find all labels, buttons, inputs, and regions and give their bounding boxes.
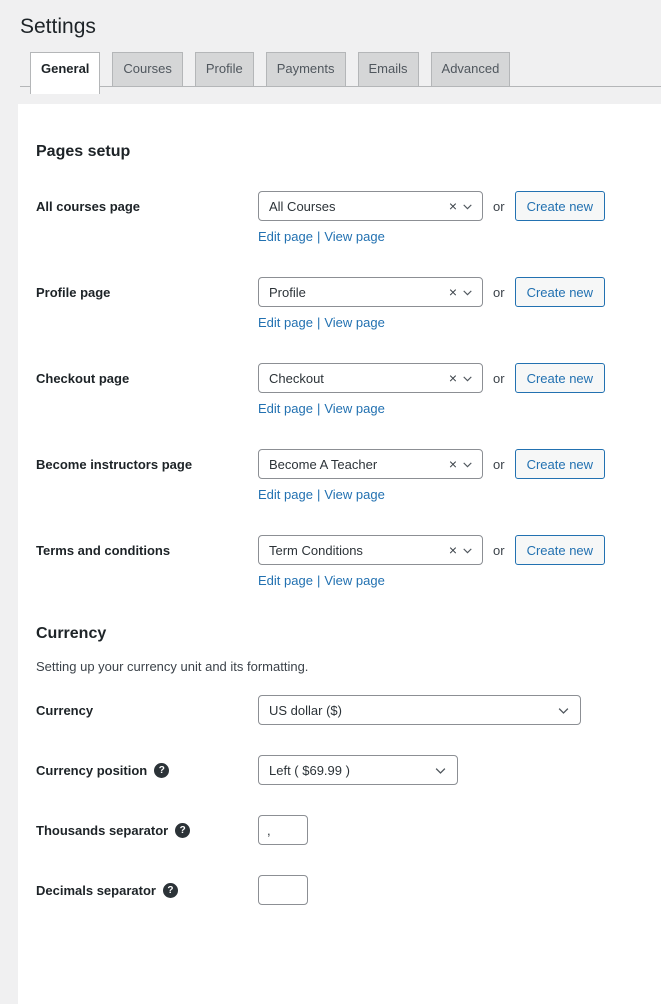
clear-icon[interactable]: × xyxy=(448,370,457,386)
row-checkout-page xyxy=(36,363,641,416)
thousands-separator-input[interactable] xyxy=(258,815,308,845)
row-terms-and-conditions xyxy=(36,535,641,588)
link-separator: | xyxy=(316,487,321,502)
or-label: or xyxy=(493,370,505,386)
or-label: or xyxy=(493,198,505,214)
all-courses-page-select[interactable] xyxy=(258,191,483,221)
all-courses-page-label: All courses page xyxy=(36,198,141,214)
page-title: Settings xyxy=(20,15,96,38)
checkout-page-label: Checkout page xyxy=(36,370,130,386)
row-decimals-separator xyxy=(36,875,641,905)
become-instructors-page-select[interactable] xyxy=(258,449,483,479)
chevron-down-icon xyxy=(461,200,474,213)
or-label: or xyxy=(493,542,505,558)
terms-and-conditions-label: Terms and conditions xyxy=(36,542,171,558)
become-instructors-page-label: Become instructors page xyxy=(36,456,193,472)
help-icon[interactable]: ? xyxy=(163,883,178,898)
chevron-down-icon xyxy=(461,286,474,299)
help-icon[interactable]: ? xyxy=(175,823,190,838)
edit-page-link[interactable]: Edit page xyxy=(258,487,313,502)
help-icon[interactable]: ? xyxy=(154,763,169,778)
select-value: Checkout xyxy=(269,370,324,386)
thousands-separator-label: Thousands separator ? xyxy=(36,815,258,845)
clear-icon[interactable]: × xyxy=(448,456,457,472)
or-label: or xyxy=(493,284,505,300)
checkout-page-select[interactable] xyxy=(258,363,483,393)
edit-page-link[interactable]: Edit page xyxy=(258,315,313,330)
create-new-button[interactable]: Create new xyxy=(515,191,605,221)
tab-payments[interactable]: Payments xyxy=(266,52,346,86)
edit-page-link[interactable]: Edit page xyxy=(258,401,313,416)
currency-position-label: Currency position ? xyxy=(36,755,258,785)
edit-page-link[interactable]: Edit page xyxy=(258,573,313,588)
currency-select[interactable] xyxy=(258,695,581,725)
decimals-separator-input[interactable] xyxy=(258,875,308,905)
link-separator: | xyxy=(316,573,321,588)
row-currency xyxy=(36,695,641,725)
create-new-button[interactable]: Create new xyxy=(515,363,605,393)
view-page-link[interactable]: View page xyxy=(324,487,385,502)
tab-advanced[interactable]: Advanced xyxy=(431,52,511,86)
view-page-link[interactable]: View page xyxy=(324,401,385,416)
link-separator: | xyxy=(316,229,321,244)
select-value: US dollar ($) xyxy=(269,702,342,718)
terms-and-conditions-select[interactable] xyxy=(258,535,483,565)
select-value: All Courses xyxy=(269,198,336,214)
row-currency-position xyxy=(36,755,641,785)
tab-emails[interactable]: Emails xyxy=(358,52,419,86)
chevron-down-icon xyxy=(461,458,474,471)
create-new-button[interactable]: Create new xyxy=(515,449,605,479)
decimals-separator-label: Decimals separator ? xyxy=(36,875,258,905)
currency-position-select[interactable] xyxy=(258,755,458,785)
view-page-link[interactable]: View page xyxy=(324,573,385,588)
create-new-button[interactable]: Create new xyxy=(515,277,605,307)
clear-icon[interactable]: × xyxy=(448,542,457,558)
settings-panel xyxy=(18,104,661,1004)
select-value: Term Conditions xyxy=(269,542,363,558)
chevron-down-icon xyxy=(556,703,571,721)
view-page-link[interactable]: View page xyxy=(324,315,385,330)
chevron-down-icon xyxy=(461,372,474,385)
tab-courses[interactable]: Courses xyxy=(112,52,182,86)
link-separator: | xyxy=(316,401,321,416)
row-profile-page xyxy=(36,277,641,330)
currency-heading: Currency xyxy=(36,625,107,642)
clear-icon[interactable]: × xyxy=(448,284,457,300)
select-value: Become A Teacher xyxy=(269,456,378,472)
select-value: Left ( $69.99 ) xyxy=(269,762,350,778)
currency-label: Currency xyxy=(36,702,94,718)
row-become-instructors-page xyxy=(36,449,641,502)
chevron-down-icon xyxy=(433,763,448,781)
tab-profile[interactable]: Profile xyxy=(195,52,254,86)
currency-description: Setting up your currency unit and its formatting. xyxy=(36,659,309,674)
tab-general[interactable]: General xyxy=(30,52,100,94)
profile-page-select[interactable] xyxy=(258,277,483,307)
admin-header xyxy=(0,0,661,94)
tab-bar xyxy=(20,52,661,94)
create-new-button[interactable]: Create new xyxy=(515,535,605,565)
view-page-link[interactable]: View page xyxy=(324,229,385,244)
clear-icon[interactable]: × xyxy=(448,198,457,214)
row-thousands-separator xyxy=(36,815,641,845)
profile-page-label: Profile page xyxy=(36,284,111,300)
chevron-down-icon xyxy=(461,544,474,557)
link-separator: | xyxy=(316,315,321,330)
edit-page-link[interactable]: Edit page xyxy=(258,229,313,244)
or-label: or xyxy=(493,456,505,472)
select-value: Profile xyxy=(269,284,306,300)
pages-setup-heading: Pages setup xyxy=(36,143,131,160)
row-all-courses-page xyxy=(36,191,641,244)
